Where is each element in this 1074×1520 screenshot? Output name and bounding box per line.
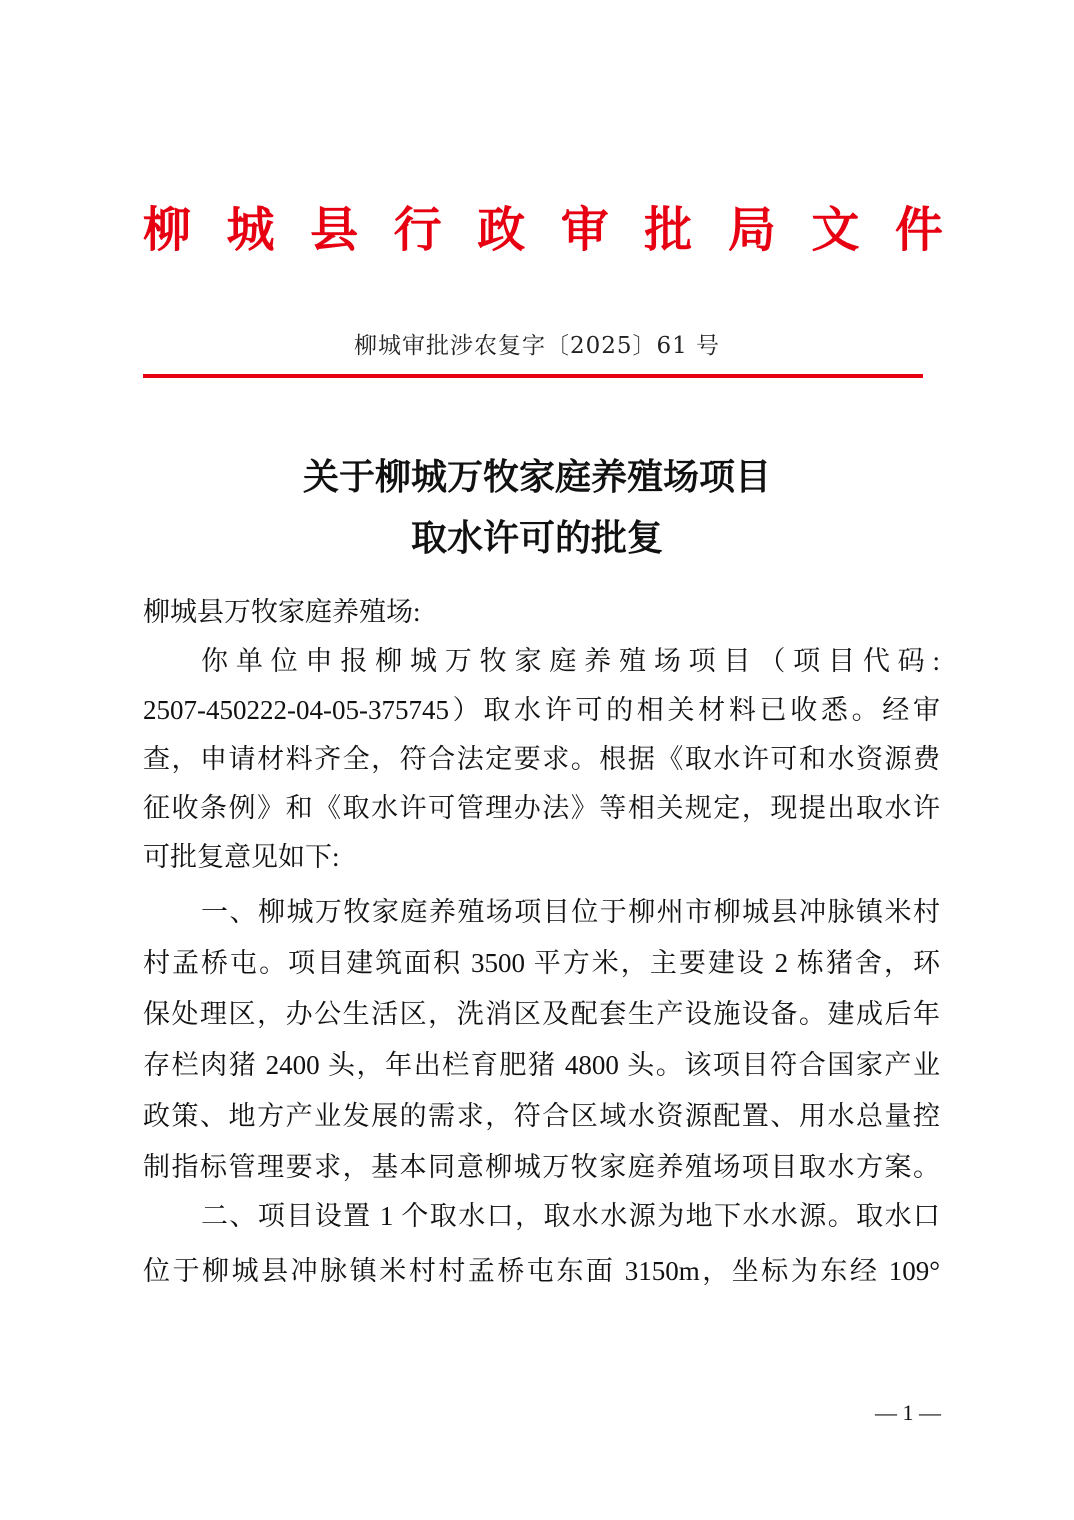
header-divider xyxy=(143,374,923,378)
masthead-char: 城 xyxy=(226,202,275,258)
masthead-char: 县 xyxy=(310,202,359,258)
issuer-masthead xyxy=(143,200,943,260)
masthead-char: 行 xyxy=(393,202,442,258)
masthead-char: 审 xyxy=(560,202,609,258)
body-line: 保处理区，办公生活区，洗消区及配套生产设施设备。建成后年 xyxy=(143,999,940,1029)
body-line: 存栏肉猪 2400 头，年出栏育肥猪 4800 头。该项目符合国家产业 xyxy=(143,1050,940,1080)
body-line: 查，申请材料齐全，符合法定要求。根据《取水许可和水资源费 xyxy=(143,744,940,774)
document-number: 柳城审批涉农复字〔2025〕61 号 xyxy=(353,333,721,359)
body-line: 政策、地方产业发展的需求，符合区域水资源配置、用水总量控 xyxy=(143,1101,940,1131)
body-line: 你单位申报柳城万牧家庭养殖场项目（项目代码: xyxy=(201,646,940,676)
masthead-char: 柳 xyxy=(143,202,192,258)
body-line: 一、柳城万牧家庭养殖场项目位于柳州市柳城县冲脉镇米村 xyxy=(201,897,940,927)
masthead-char: 局 xyxy=(727,202,776,258)
salutation: 柳城县万牧家庭养殖场: xyxy=(143,597,421,627)
body-line: 可批复意见如下: xyxy=(143,842,340,872)
masthead-char: 件 xyxy=(894,202,943,258)
masthead-char: 政 xyxy=(477,202,526,258)
body-line: 位于柳城县冲脉镇米村村孟桥屯东面 3150m，坐标为东经 109° xyxy=(143,1256,940,1286)
body-line: 征收条例》和《取水许可管理办法》等相关规定，现提出取水许 xyxy=(143,793,940,823)
document-title-line-1: 关于柳城万牧家庭养殖场项目 xyxy=(302,456,771,498)
body-line: 二、项目设置 1 个取水口，取水水源为地下水水源。取水口 xyxy=(201,1201,940,1231)
masthead-char: 批 xyxy=(644,202,693,258)
page-number: — 1 — xyxy=(875,1400,941,1425)
document-title-line-2: 取水许可的批复 xyxy=(410,517,663,559)
body-line: 2507-450222-04-05-375745）取水许可的相关材料已收悉。经审 xyxy=(143,695,940,725)
body-line: 村孟桥屯。项目建筑面积 3500 平方米，主要建设 2 栋猪舍，环 xyxy=(143,948,940,978)
body-line: 制指标管理要求，基本同意柳城万牧家庭养殖场项目取水方案。 xyxy=(143,1152,940,1182)
masthead-char: 文 xyxy=(811,202,860,258)
